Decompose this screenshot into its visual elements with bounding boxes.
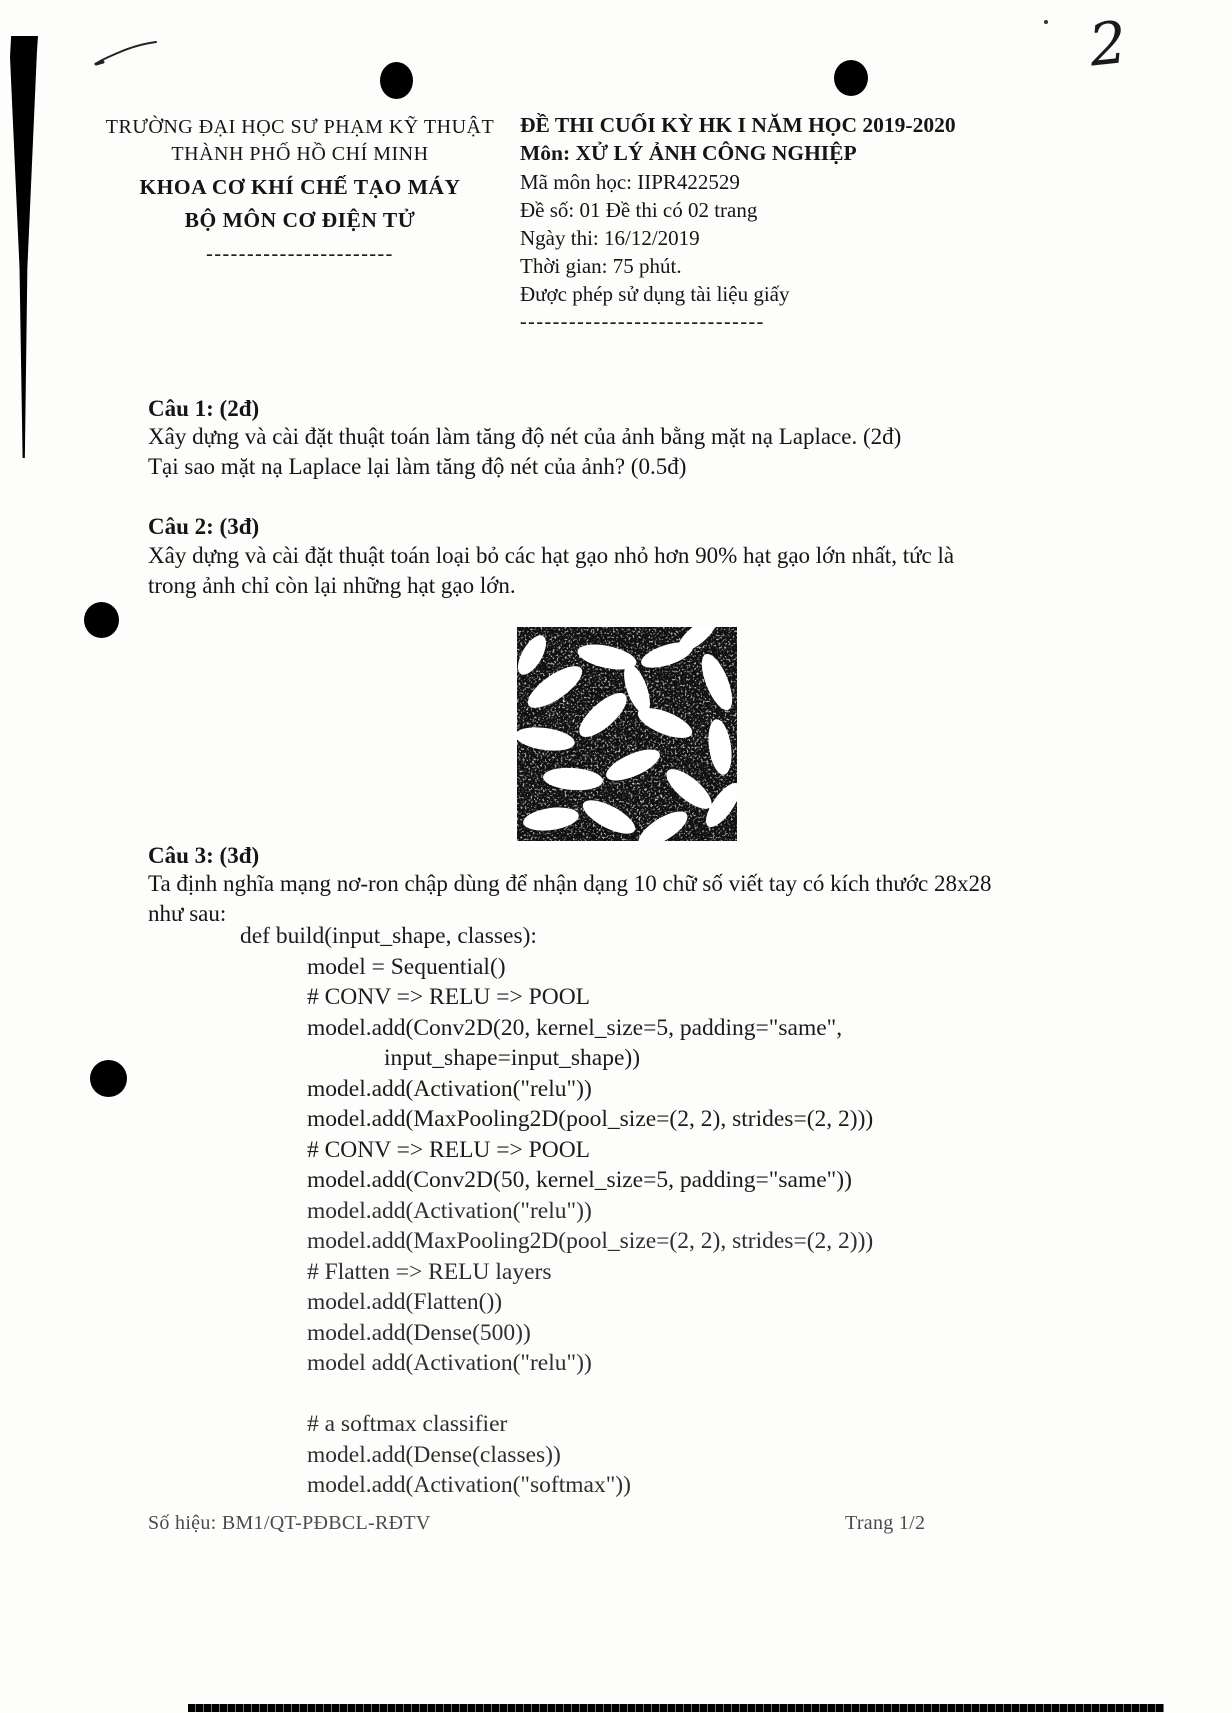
code-line: model.add(Conv2D(20, kernel_size=5, padding="same", — [307, 1014, 843, 1041]
question3-line1: Ta định nghĩa mạng nơ-ron chập dùng để nhận dạng 10 chữ số viết tay có kích thước 28x28 — [148, 871, 992, 896]
question2-heading: Câu 2: (3đ) — [148, 514, 260, 539]
university-name-line2: THÀNH PHỐ HỒ CHÍ MINH — [171, 143, 429, 165]
question1-heading: Câu 1: (2đ) — [148, 396, 260, 421]
course-code: Mã môn học: IIPR422529 — [520, 170, 740, 194]
faculty-name: KHOA CƠ KHÍ CHẾ TẠO MÁY — [139, 175, 461, 199]
code-line: # CONV => RELU => POOL — [307, 984, 591, 1010]
rice-grains-image — [517, 627, 737, 841]
handwritten-page-number: 2 — [1086, 8, 1130, 80]
code-line: model add(Activation("relu")) — [307, 1350, 592, 1376]
hole-punch-dot — [380, 62, 413, 99]
university-name-line1: TRƯỜNG ĐẠI HỌC SƯ PHẠM KỸ THUẬT — [105, 116, 495, 138]
code-line: # a softmax classifier — [307, 1411, 508, 1437]
code-line: # CONV => RELU => POOL — [307, 1136, 591, 1163]
university-header-block — [100, 116, 500, 266]
ink-blot-dot — [84, 602, 119, 638]
question3-line2: như sau: — [148, 901, 227, 926]
exam-number: Đề số: 01 Đề thi có 02 trang — [520, 198, 758, 222]
code-line — [240, 1379, 1140, 1410]
ink-blot-dot — [90, 1060, 127, 1097]
scan-edge-bar — [10, 36, 38, 458]
hole-punch-dot — [834, 60, 868, 96]
scan-speck — [1044, 20, 1048, 24]
question3-heading: Câu 3: (3đ) — [148, 843, 260, 868]
pen-stroke-mark — [94, 40, 160, 68]
code-line: model.add(Dense(500)) — [307, 1319, 531, 1346]
code-line: model.add(Activation("relu")) — [307, 1197, 592, 1224]
scan-bottom-bar — [188, 1704, 1164, 1712]
header-left-divider: ----------------------- — [206, 243, 394, 265]
footer-document-id: Số hiệu: BM1/QT-PĐBCL-RĐTV — [148, 1512, 431, 1534]
code-line: model.add(MaxPooling2D(pool_size=(2, 2), strides=(2, 2))) — [307, 1228, 874, 1254]
exam-title: ĐỀ THI CUỐI KỲ HK I NĂM HỌC 2019-2020 — [520, 113, 956, 137]
exam-info-block — [520, 113, 1040, 334]
question1-line1: Xây dựng và cài đặt thuật toán làm tăng độ nét của ảnh bằng mặt nạ Laplace. (2đ) — [148, 424, 902, 449]
code-line: model.add(Flatten()) — [307, 1289, 503, 1315]
code-line: model.add(Activation("relu")) — [307, 1075, 592, 1102]
code-line: model.add(Activation("softmax")) — [307, 1472, 631, 1498]
code-line: model.add(Dense(classes)) — [307, 1441, 561, 1468]
question2-line1: Xây dựng và cài đặt thuật toán loại bỏ các hạt gạo nhỏ hơn 90% hạt gạo lớn nhất, tức là — [148, 543, 955, 568]
code-line: def build(input_shape, classes): — [240, 923, 537, 949]
code-line: input_shape=input_shape)) — [384, 1045, 641, 1071]
exam-subject: Môn: XỬ LÝ ẢNH CÔNG NGHIỆP — [520, 141, 857, 165]
allowed-materials: Được phép sử dụng tài liệu giấy — [520, 282, 790, 306]
question2-line2: trong ảnh chỉ còn lại những hạt gạo lớn. — [148, 573, 516, 598]
code-line: model.add(MaxPooling2D(pool_size=(2, 2), strides=(2, 2))) — [307, 1106, 874, 1132]
footer-page-number: Trang 1/2 — [845, 1512, 926, 1534]
code-line: # Flatten => RELU layers — [307, 1258, 552, 1285]
exam-duration: Thời gian: 75 phút. — [520, 254, 682, 278]
department-name: BỘ MÔN CƠ ĐIỆN TỬ — [184, 208, 416, 232]
code-line: model = Sequential() — [307, 953, 506, 980]
exam-date: Ngày thi: 16/12/2019 — [520, 226, 700, 250]
question1-line2: Tại sao mặt nạ Laplace lại làm tăng độ nét của ảnh? (0.5đ) — [148, 454, 687, 479]
code-block — [240, 921, 1140, 1501]
header-right-divider: ------------------------------ — [520, 311, 765, 333]
code-line: model.add(Conv2D(50, kernel_size=5, padding="same")) — [307, 1167, 852, 1193]
